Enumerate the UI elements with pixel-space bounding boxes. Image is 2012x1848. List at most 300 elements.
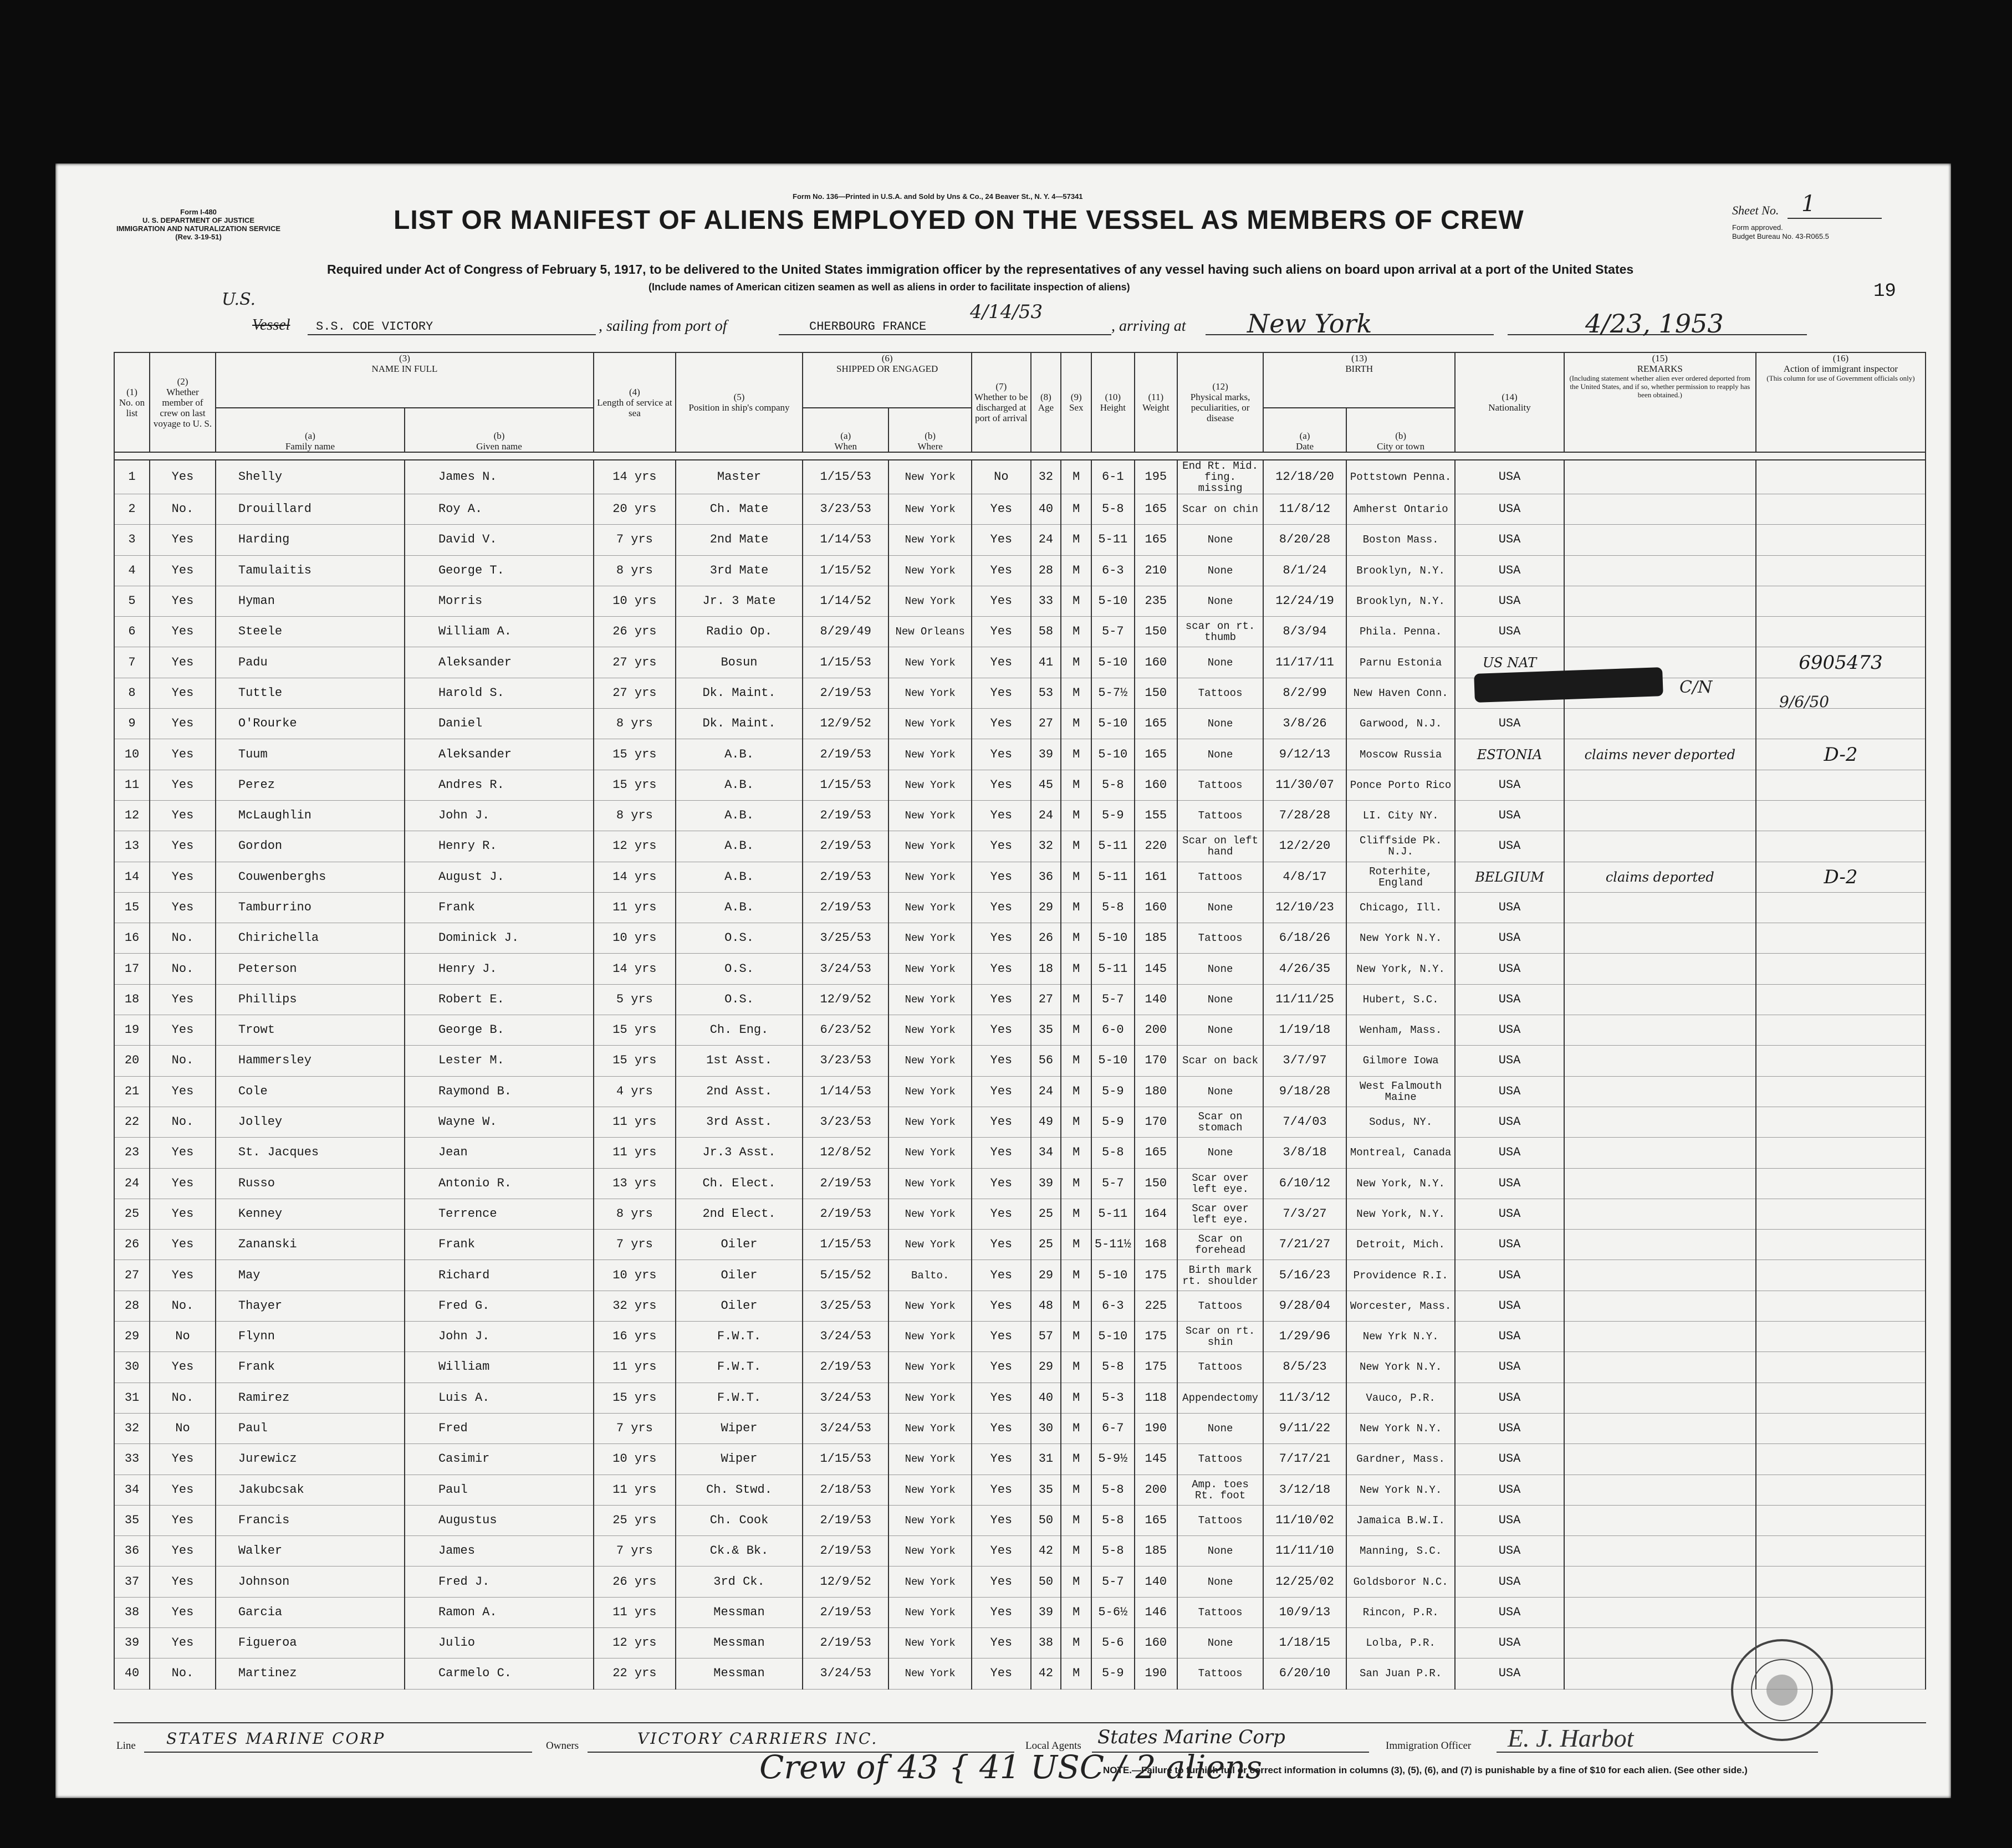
remarks [1564, 1076, 1756, 1107]
arrival-date: 4/23, 1953 [1585, 309, 1724, 339]
remarks [1564, 1322, 1756, 1352]
position: A.B. [676, 739, 803, 770]
height: 5-7½ [1091, 678, 1135, 708]
discharged: Yes [972, 1076, 1030, 1107]
discharged: Yes [972, 1444, 1030, 1475]
birth-place: Boston Mass. [1346, 525, 1455, 555]
physical-marks: None [1177, 525, 1263, 555]
remarks [1564, 1199, 1756, 1229]
shipped-when: 1/15/53 [803, 770, 888, 800]
family-name: Couwenberghs [216, 862, 405, 892]
weight: 185 [1135, 1536, 1178, 1567]
birth-date: 11/11/25 [1263, 984, 1346, 1015]
last-voyage: Yes [150, 647, 216, 678]
physical-marks: None [1177, 1567, 1263, 1597]
shipped-when: 3/24/53 [803, 1383, 888, 1413]
remarks [1564, 1536, 1756, 1567]
remarks [1564, 1475, 1756, 1505]
birth-place: Jamaica B.W.I. [1346, 1505, 1455, 1535]
position: O.S. [676, 923, 803, 954]
height: 5-11 [1091, 862, 1135, 892]
position: Bosun [676, 647, 803, 678]
row-number: 28 [114, 1291, 150, 1321]
birth-date: 11/30/07 [1263, 770, 1346, 800]
family-name: Gordon [216, 831, 405, 862]
action-note: (This column for use of Government officials only) [1766, 374, 1915, 382]
age: 57 [1031, 1322, 1061, 1352]
discharged: Yes [972, 892, 1030, 923]
physical-marks: Scar on left hand [1177, 831, 1263, 862]
position: Messman [676, 1597, 803, 1627]
height: 5-11½ [1091, 1230, 1135, 1260]
discharged: Yes [972, 1627, 1030, 1658]
age: 34 [1031, 1138, 1061, 1168]
discharged: Yes [972, 831, 1030, 862]
birth-place: Wenham, Mass. [1346, 1015, 1455, 1046]
birth-place: Ponce Porto Rico [1346, 770, 1455, 800]
row-number: 37 [114, 1567, 150, 1597]
crew-row [114, 1199, 1926, 1229]
physical-marks: Birth mark rt. shoulder [1177, 1260, 1263, 1291]
shipped-where: New York [888, 555, 972, 586]
length-of-service: 11 yrs [594, 1138, 676, 1168]
shipped-when: 12/9/52 [803, 709, 888, 739]
discharged: Yes [972, 586, 1030, 616]
birth-place: Sodus, NY. [1346, 1107, 1455, 1137]
birth-date: 1/29/96 [1263, 1322, 1346, 1352]
position: Ch. Mate [676, 494, 803, 525]
family-name: Hyman [216, 586, 405, 616]
sex: M [1061, 678, 1091, 708]
discharged: Yes [972, 1260, 1030, 1291]
officer-signature: E. J. Harbot [1508, 1724, 1634, 1752]
inspector-action [1756, 617, 1926, 647]
given-name: Richard [405, 1260, 594, 1291]
birth-place: New York N.Y. [1346, 1352, 1455, 1383]
discharged: Yes [972, 1046, 1030, 1076]
position: F.W.T. [676, 1352, 803, 1383]
shipped-where: New York [888, 831, 972, 862]
age: 58 [1031, 617, 1061, 647]
shipped-when: 2/19/53 [803, 831, 888, 862]
weight: 150 [1135, 617, 1178, 647]
shipped-where: New York [888, 1015, 972, 1046]
shipped-where: New York [888, 954, 972, 984]
last-voyage: No. [150, 954, 216, 984]
position: Ch. Elect. [676, 1168, 803, 1199]
height: 6-3 [1091, 555, 1135, 586]
age: 30 [1031, 1413, 1061, 1443]
shipped-where: New York [888, 1046, 972, 1076]
family-name: Thayer [216, 1291, 405, 1321]
shipped-where: New York [888, 460, 972, 494]
given-name: Dominick J. [405, 923, 594, 954]
physical-marks: Tattoos [1177, 1291, 1263, 1321]
nationality: USA [1455, 1138, 1564, 1168]
position: Jr.3 Asst. [676, 1138, 803, 1168]
given-name: Roy A. [405, 494, 594, 525]
shipped-when: 1/14/53 [803, 1076, 888, 1107]
discharged: Yes [972, 1505, 1030, 1535]
row-number: 10 [114, 739, 150, 770]
position: Dk. Maint. [676, 678, 803, 708]
remarks [1564, 1444, 1756, 1475]
weight: 164 [1135, 1199, 1178, 1229]
shipped-when: 1/15/53 [803, 647, 888, 678]
height: 5-7 [1091, 1168, 1135, 1199]
inspector-action [1756, 984, 1926, 1015]
length-of-service: 20 yrs [594, 494, 676, 525]
height: 5-8 [1091, 1536, 1135, 1567]
discharged: Yes [972, 1291, 1030, 1321]
crew-row [114, 709, 1926, 739]
sex: M [1061, 831, 1091, 862]
row-number: 15 [114, 892, 150, 923]
length-of-service: 11 yrs [594, 1597, 676, 1627]
nationality: BELGIUM [1455, 862, 1564, 892]
weight: 145 [1135, 1444, 1178, 1475]
remarks [1564, 1107, 1756, 1137]
last-voyage: Yes [150, 1567, 216, 1597]
shipped-when: 3/24/53 [803, 1413, 888, 1443]
discharged: Yes [972, 1168, 1030, 1199]
weight: 160 [1135, 770, 1178, 800]
height: 5-9 [1091, 1107, 1135, 1137]
birth-date: 12/18/20 [1263, 460, 1346, 494]
inspector-action [1756, 892, 1926, 923]
weight: 225 [1135, 1291, 1178, 1321]
shipped-where: New York [888, 1076, 972, 1107]
length-of-service: 16 yrs [594, 1322, 676, 1352]
shipped-where: New York [888, 739, 972, 770]
crew-row [114, 1597, 1926, 1627]
position: Wiper [676, 1413, 803, 1443]
family-name: Trowt [216, 1015, 405, 1046]
remarks [1564, 1260, 1756, 1291]
physical-marks: Scar on stomach [1177, 1107, 1263, 1137]
weight: 165 [1135, 1505, 1178, 1535]
port-line [779, 334, 1111, 335]
birth-date: 6/10/12 [1263, 1168, 1346, 1199]
length-of-service: 4 yrs [594, 1076, 676, 1107]
position: 2nd Mate [676, 525, 803, 555]
inspector-action [1756, 923, 1926, 954]
col-header-last-voyage: (2) Whether member of crew on last voyage to U. S. [150, 352, 216, 452]
birth-place: LI. City NY. [1346, 800, 1455, 831]
birth-place: West Falmouth Maine [1346, 1076, 1455, 1107]
family-name: Harding [216, 525, 405, 555]
last-voyage: Yes [150, 739, 216, 770]
shipped-where: New York [888, 1444, 972, 1475]
row-number: 30 [114, 1352, 150, 1383]
shipped-when: 3/23/53 [803, 1107, 888, 1137]
weight: 146 [1135, 1597, 1178, 1627]
vessel-name: S.S. COE VICTORY [316, 320, 433, 334]
height: 5-3 [1091, 1383, 1135, 1413]
col-header-given-name: (b) Given name [405, 408, 594, 452]
nationality: USA [1455, 555, 1564, 586]
age: 24 [1031, 1076, 1061, 1107]
discharged: Yes [972, 984, 1030, 1015]
family-name: Tuum [216, 739, 405, 770]
length-of-service: 27 yrs [594, 647, 676, 678]
row-number: 38 [114, 1597, 150, 1627]
col-header-remarks [1564, 352, 1756, 452]
shipped-where: Balto. [888, 1260, 972, 1291]
row-number: 3 [114, 525, 150, 555]
shipped-where: New York [888, 892, 972, 923]
family-name: O'Rourke [216, 709, 405, 739]
birth-place: Phila. Penna. [1346, 617, 1455, 647]
birth-date: 12/2/20 [1263, 831, 1346, 862]
crew-row [114, 1138, 1926, 1168]
nationality: USA [1455, 586, 1564, 616]
length-of-service: 12 yrs [594, 831, 676, 862]
position: 3rd Asst. [676, 1107, 803, 1137]
birth-place: Roterhite, England [1346, 862, 1455, 892]
length-of-service: 10 yrs [594, 1260, 676, 1291]
crew-row [114, 1107, 1926, 1137]
row-number: 12 [114, 800, 150, 831]
family-name: Perez [216, 770, 405, 800]
row-number: 25 [114, 1199, 150, 1229]
shipped-where: New York [888, 709, 972, 739]
physical-marks: Scar on forehead [1177, 1230, 1263, 1260]
position: 3rd Mate [676, 555, 803, 586]
birth-place: New Yrk N.Y. [1346, 1322, 1455, 1352]
shipped-when: 2/19/53 [803, 1597, 888, 1627]
birth-date: 8/2/99 [1263, 678, 1346, 708]
sex: M [1061, 1567, 1091, 1597]
row-number: 9 [114, 709, 150, 739]
birth-place: Brooklyn, N.Y. [1346, 555, 1455, 586]
given-name: Lester M. [405, 1046, 594, 1076]
length-of-service: 10 yrs [594, 586, 676, 616]
height: 5-8 [1091, 494, 1135, 525]
family-name: Steele [216, 617, 405, 647]
col-header-weight: (11) Weight [1135, 352, 1178, 452]
vessel-label: Vessel [252, 316, 290, 334]
position: O.S. [676, 984, 803, 1015]
given-name: Ramon A. [405, 1597, 594, 1627]
age: 50 [1031, 1567, 1061, 1597]
approval-1: Form approved. [1732, 223, 1783, 232]
remarks [1564, 709, 1756, 739]
birth-date: 7/3/27 [1263, 1199, 1346, 1229]
height: 5-10 [1091, 1046, 1135, 1076]
physical-marks: Appendectomy [1177, 1383, 1263, 1413]
col-header-birth-date: (a) Date [1263, 408, 1346, 452]
inspector-action [1756, 831, 1926, 862]
length-of-service: 10 yrs [594, 1444, 676, 1475]
sex: M [1061, 892, 1091, 923]
remarks [1564, 1138, 1756, 1168]
shipped-where: New York [888, 862, 972, 892]
col-header-where: (b) Where [888, 408, 972, 452]
birth-place: Lolba, P.R. [1346, 1627, 1455, 1658]
last-voyage: Yes [150, 555, 216, 586]
last-voyage: Yes [150, 1536, 216, 1567]
last-voyage: No [150, 1413, 216, 1443]
page-stamp: 19 [1873, 281, 1896, 302]
physical-marks: None [1177, 739, 1263, 770]
age: 40 [1031, 1383, 1061, 1413]
shipped-when: 2/18/53 [803, 1475, 888, 1505]
sheet-no-line [1788, 218, 1882, 219]
sex: M [1061, 494, 1091, 525]
discharged: Yes [972, 770, 1030, 800]
age: 56 [1031, 1046, 1061, 1076]
crew-count-note: Crew of 43 { 41 USC / 2 aliens [759, 1748, 1263, 1786]
age: 35 [1031, 1475, 1061, 1505]
form-subtitle: Required under Act of Congress of February 5, 1917, to be delivered to the United States immigration officer by the representatives of any vessel having such aliens on board upon arrival at a port of the United States [327, 262, 1634, 277]
age: 27 [1031, 984, 1061, 1015]
shipped-where: New York [888, 1383, 972, 1413]
discharged: Yes [972, 954, 1030, 984]
crew-row [114, 1291, 1926, 1321]
crew-row [114, 954, 1926, 984]
height: 5-10 [1091, 1260, 1135, 1291]
physical-marks: Scar over left eye. [1177, 1199, 1263, 1229]
given-name: James N. [405, 460, 594, 494]
physical-marks: scar on rt. thumb [1177, 617, 1263, 647]
height: 5-8 [1091, 892, 1135, 923]
length-of-service: 15 yrs [594, 1046, 676, 1076]
col-header-position: (5) Position in ship's company [676, 352, 803, 452]
birth-place: New York N.Y. [1346, 1413, 1455, 1443]
age: 50 [1031, 1505, 1061, 1535]
remarks [1564, 1505, 1756, 1535]
physical-marks: None [1177, 984, 1263, 1015]
nationality: USA [1455, 892, 1564, 923]
sex: M [1061, 1199, 1091, 1229]
weight: 170 [1135, 1107, 1178, 1137]
weight: 168 [1135, 1230, 1178, 1260]
row-number: 7 [114, 647, 150, 678]
shipped-where: New York [888, 1291, 972, 1321]
shipped-where: New York [888, 1658, 972, 1689]
discharged: Yes [972, 525, 1030, 555]
birth-date: 9/28/04 [1263, 1291, 1346, 1321]
crew-row [114, 1383, 1926, 1413]
sailing-label: , sailing from port of [599, 318, 727, 335]
position: Wiper [676, 1444, 803, 1475]
shipped-where: New York [888, 1230, 972, 1260]
inspector-action [1756, 1322, 1926, 1352]
row7-remarks-prefix: C/N [1679, 678, 1713, 697]
shipped-when: 1/14/53 [803, 525, 888, 555]
weight: 180 [1135, 1076, 1178, 1107]
shipped-when: 3/23/53 [803, 494, 888, 525]
height: 5-8 [1091, 770, 1135, 800]
col-header-number: (1) No. on list [114, 352, 150, 452]
given-name: Fred G. [405, 1291, 594, 1321]
weight: 140 [1135, 1567, 1178, 1597]
nationality: USA [1455, 1413, 1564, 1443]
last-voyage: Yes [150, 1597, 216, 1627]
age: 25 [1031, 1199, 1061, 1229]
shipped-where: New York [888, 678, 972, 708]
physical-marks: Tattoos [1177, 1352, 1263, 1383]
birth-date: 11/8/12 [1263, 494, 1346, 525]
length-of-service: 14 yrs [594, 460, 676, 494]
remarks [1564, 1230, 1756, 1260]
sex: M [1061, 739, 1091, 770]
length-of-service: 5 yrs [594, 984, 676, 1015]
inspector-action [1756, 555, 1926, 586]
approval-2: Budget Bureau No. 43-R065.5 [1732, 232, 1829, 240]
vessel-line [308, 334, 596, 335]
height: 5-10 [1091, 739, 1135, 770]
shipped-when: 2/19/53 [803, 678, 888, 708]
row-number: 4 [114, 555, 150, 586]
department-name: U. S. DEPARTMENT OF JUSTICE [142, 216, 255, 224]
inspector-action [1756, 1536, 1926, 1567]
birth-place: Gardner, Mass. [1346, 1444, 1455, 1475]
height: 5-9 [1091, 800, 1135, 831]
shipped-when: 2/19/53 [803, 1352, 888, 1383]
sex: M [1061, 647, 1091, 678]
line-label: Line [116, 1740, 136, 1752]
given-name: William [405, 1352, 594, 1383]
given-name: Wayne W. [405, 1107, 594, 1137]
age: 53 [1031, 678, 1061, 708]
height: 5-7 [1091, 984, 1135, 1015]
shipped-when: 3/25/53 [803, 1291, 888, 1321]
row-number: 33 [114, 1444, 150, 1475]
inspector-action [1756, 1260, 1926, 1291]
age: 18 [1031, 954, 1061, 984]
length-of-service: 13 yrs [594, 1168, 676, 1199]
row-number: 26 [114, 1230, 150, 1260]
length-of-service: 15 yrs [594, 739, 676, 770]
birth-place: Amherst Ontario [1346, 494, 1455, 525]
discharged: Yes [972, 555, 1030, 586]
weight: 185 [1135, 923, 1178, 954]
footer-rule [114, 1722, 1926, 1723]
row-number: 1 [114, 460, 150, 494]
inspector-action: 6905473 [1756, 647, 1926, 678]
age: 42 [1031, 1658, 1061, 1689]
birth-date: 4/8/17 [1263, 862, 1346, 892]
given-name: Paul [405, 1475, 594, 1505]
shipped-when: 3/24/53 [803, 1658, 888, 1689]
birth-place: Pottstown Penna. [1346, 460, 1455, 494]
last-voyage: Yes [150, 1505, 216, 1535]
remarks [1564, 1291, 1756, 1321]
birth-place: Gilmore Iowa [1346, 1046, 1455, 1076]
remarks [1564, 1168, 1756, 1199]
nationality: USA [1455, 1199, 1564, 1229]
height: 5-10 [1091, 709, 1135, 739]
last-voyage: Yes [150, 525, 216, 555]
age: 28 [1031, 555, 1061, 586]
birth-place: Vauco, P.R. [1346, 1383, 1455, 1413]
sex: M [1061, 1168, 1091, 1199]
crew-row [114, 1352, 1926, 1383]
height: 5-11 [1091, 525, 1135, 555]
length-of-service: 32 yrs [594, 1291, 676, 1321]
physical-marks: Tattoos [1177, 1597, 1263, 1627]
birth-place: Moscow Russia [1346, 739, 1455, 770]
remarks [1564, 586, 1756, 616]
height: 5-11 [1091, 1199, 1135, 1229]
col-header-name-in-full: (3) NAME IN FULL [216, 352, 594, 408]
height: 5-11 [1091, 954, 1135, 984]
discharged: Yes [972, 709, 1030, 739]
remarks [1564, 494, 1756, 525]
family-name: Drouillard [216, 494, 405, 525]
